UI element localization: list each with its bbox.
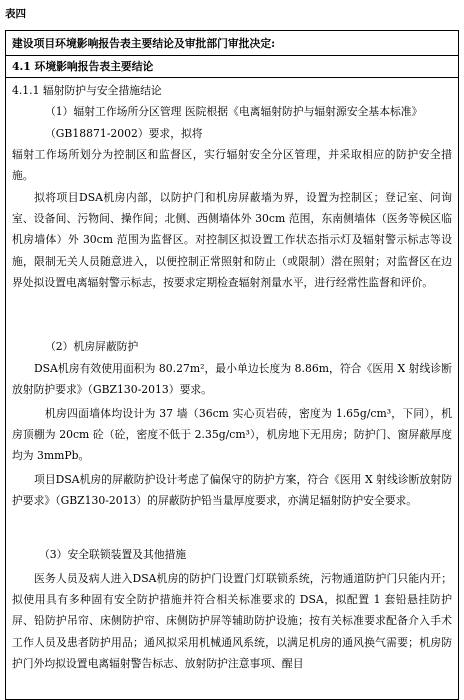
subsection-title: 4.1.1 辐射防护与安全措施结论: [12, 84, 162, 97]
section-title: 4.1 环境影响报告表主要结论: [12, 60, 154, 73]
paragraph-interlock: 医务人员及病人进入DSA机房的防护门设置门灯联锁系统，污物通道防护门只能内开；拟使用具有多种固有安全防护措施并符合相关标准要求的 DSA，拟配置 1 套铅悬挂防护屏、铅防护吊帘、床侧防护帘、床侧防护屏等辅助防护设施；按有关标准要求配备介入手术工作人员及患者防护用品；通风拟采用机械通风系统，以满足机房的通风换气需要；机房防护门外均拟设置电离辐射警告标志、放射防护注意事项、醒目: [12, 572, 452, 670]
item2-heading: （2）机房屏蔽防护: [45, 340, 139, 353]
paragraph-room-area: DSA机房有效使用面积为 80.27m²，最小单边长度为 8.86m，符合《医用 X 射线诊断放射防护要求》（GBZ130-2013）要求。: [12, 362, 452, 397]
item3-heading: （3）安全联锁装置及其他措施: [39, 548, 187, 561]
paragraph-control-area: 拟将项目DSA机房内部，以防护门和机房屏蔽墙为界，设置为控制区；登记室、问询室、设备间、污物间、操作间；北侧、西侧墙体外 30cm 范围，东南侧墙体（医务等候区临机房墙体）外 30cm 范围为监督区。对控制区拟设置工作状态指示灯及辐射警示标志等设施，限制无关人员随意进入，以便控制正常照射和防止（或限制）潜在照射；对监督区在边界处拟设置电离辐射警示标志，按要求定期检查辐射剂量水平，进行经常性监督和评价。: [12, 191, 452, 289]
heading-divider: [6, 55, 458, 56]
paragraph-shielding-compliance: 项目DSA机房的屏蔽防护设计考虑了偏保守的防护方案，符合《医用 X 射线诊断放射防护要求》（GBZ130-2013）的屏蔽防护铅当量厚度要求，亦满足辐射防护安全要求。: [12, 473, 452, 508]
section-divider: [6, 77, 458, 78]
table-heading: 建设项目环境影响报告表主要结论及审批部门审批决定:: [12, 37, 276, 50]
paragraph-wall-shielding: 机房四面墙体均设计为 37 墙（36cm 实心页岩砖，密度为 1.65g/cm³，下同），机房顶棚为 20cm 砼（砼，密度不低于 2.35g/cm³），机房地下无用房；防护门、窗屏蔽厚度均为 3mmPb。: [12, 407, 452, 463]
item1-heading: （1）辐射工作场所分区管理 医院根据《电离辐射防护与辐射源安全基本标准》: [45, 105, 423, 118]
item1-standard: （GB18871-2002）要求，拟将: [45, 127, 203, 140]
table-caption: 表四: [5, 8, 26, 20]
paragraph-zoning: 辐射工作场所划分为控制区和监督区，实行辐射安全分区管理，并采取相应的防护安全措施。: [12, 148, 452, 183]
conclusion-table: [5, 30, 459, 700]
